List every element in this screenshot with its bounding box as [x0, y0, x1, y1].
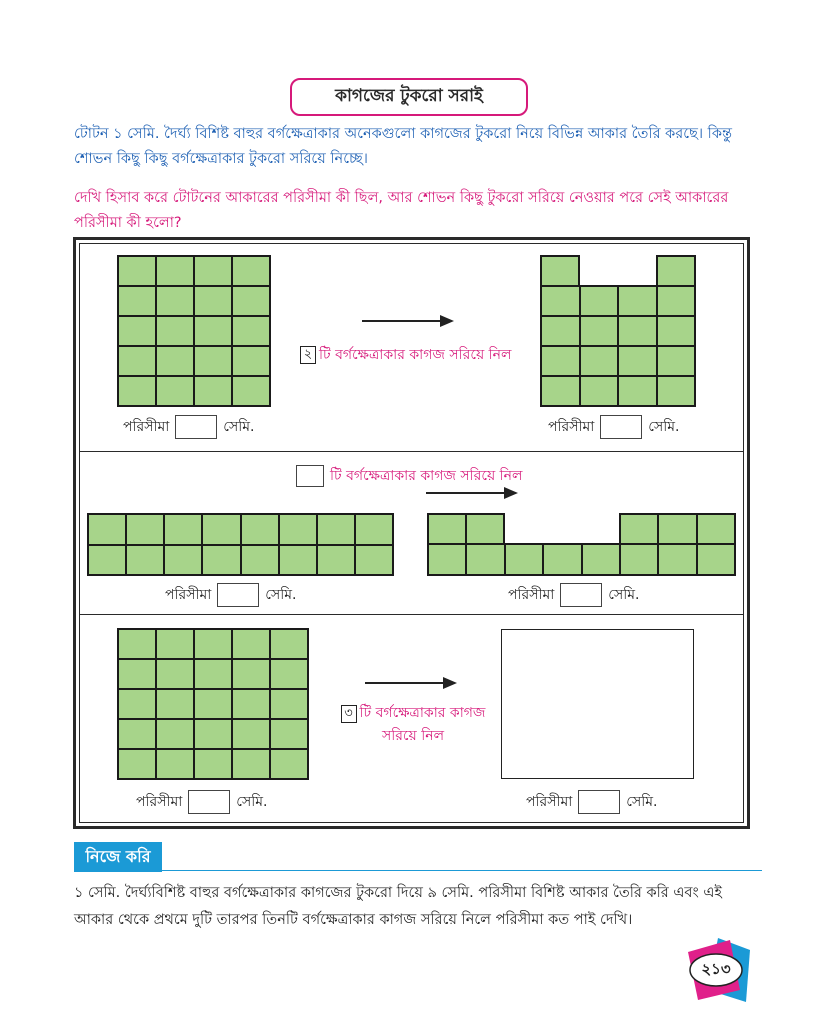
page-title: কাগজের টুকরো সরাই [290, 78, 528, 116]
answer-box[interactable] [600, 415, 642, 439]
unit-label: সেমি. [648, 419, 680, 435]
perimeter-label: পরিসীমা [136, 794, 183, 810]
answer-box[interactable] [188, 790, 230, 814]
intro-text: টোটন ১ সেমি. দৈর্ঘ্য বিশিষ্ট বাহুর বর্গক্ষেত্রাকার অনেকগুলো কাগজের টুকরো নিয়ে বিভিন্ন আকার তৈরি করছে। কিন্তু শোভন কিছু কিছু বর্গক্ষেত্রাকার টুকরো সরিয়ে নিচ্ছে। [74, 126, 732, 167]
perimeter-label: পরিসীমা [508, 587, 555, 603]
removal-text: টি বর্গক্ষেত্রাকার কাগজ সরিয়ে নিল [319, 347, 512, 363]
count-box: ২ [300, 346, 316, 364]
perimeter-row3-left [136, 790, 267, 814]
perimeter-row1-right [548, 415, 679, 439]
answer-box[interactable] [217, 583, 259, 607]
arrow-head-icon [504, 487, 518, 499]
removal-note-row2 [296, 464, 522, 488]
nije-kori-rule [162, 870, 762, 871]
removal-note-row1 [300, 343, 511, 367]
arrow-line [365, 682, 445, 684]
arrow-line [426, 492, 506, 494]
unit-label: সেমি. [626, 794, 658, 810]
row-divider [79, 451, 744, 452]
count-box: ৩ [341, 705, 357, 723]
perimeter-row1-left [123, 415, 254, 439]
answer-box[interactable] [578, 790, 620, 814]
perimeter-row3-right [526, 790, 657, 814]
unit-label: সেমি. [265, 587, 297, 603]
removal-text: সরিয়ে নিল [381, 728, 445, 744]
blank-drawing-box[interactable] [501, 629, 694, 779]
removal-text: টি বর্গক্ষেত্রাকার কাগজ [359, 705, 486, 721]
perimeter-label: পরিসীমা [165, 587, 212, 603]
perimeter-label: পরিসীমা [123, 419, 170, 435]
shape-8x2-after-removal [427, 513, 736, 576]
shape-5x5-grid [117, 628, 309, 780]
perimeter-row2-right [508, 583, 639, 607]
page-number: ২১৩ [701, 960, 731, 978]
removal-text: টি বর্গক্ষেত্রাকার কাগজ সরিয়ে নিল [330, 468, 523, 484]
unit-label: সেমি. [223, 419, 255, 435]
removal-note-row3 [328, 702, 498, 748]
shape-4x5-grid [117, 255, 271, 407]
row-divider [79, 614, 744, 615]
unit-label: সেমি. [236, 794, 268, 810]
perimeter-label: পরিসীমা [526, 794, 573, 810]
shape-4x5-after-removal [540, 255, 696, 407]
arrow-head-icon [440, 315, 454, 327]
perimeter-label: পরিসীমা [548, 419, 595, 435]
count-answer-box[interactable] [296, 465, 324, 487]
answer-box[interactable] [175, 415, 217, 439]
question-text: দেখি হিসাব করে টোটনের আকারের পরিসীমা কী ছিল, আর শোভন কিছু টুকরো সরিয়ে নেওয়ার পরে সেই আকারের পরিসীমা কী হলো? [74, 190, 729, 231]
nije-kori-text: ১ সেমি. দৈর্ঘ্যবিশিষ্ট বাহুর বর্গক্ষেত্রাকার কাগজের টুকরো দিয়ে ৯ সেমি. পরিসীমা বিশিষ্ট আকার তৈরি করি এবং এই আকার থেকে প্রথমে দুটি তারপর তিনটি বর্গক্ষেত্রাকার কাগজ সরিয়ে নিলে পরিসীমা কত পাই দেখি। [74, 885, 722, 928]
answer-box[interactable] [560, 583, 602, 607]
unit-label: সেমি. [608, 587, 640, 603]
arrow-head-icon [443, 677, 457, 689]
arrow-line [362, 320, 442, 322]
perimeter-row2-left [165, 583, 296, 607]
nije-kori-badge: নিজে করি [74, 842, 162, 872]
shape-8x2-grid [87, 513, 394, 576]
